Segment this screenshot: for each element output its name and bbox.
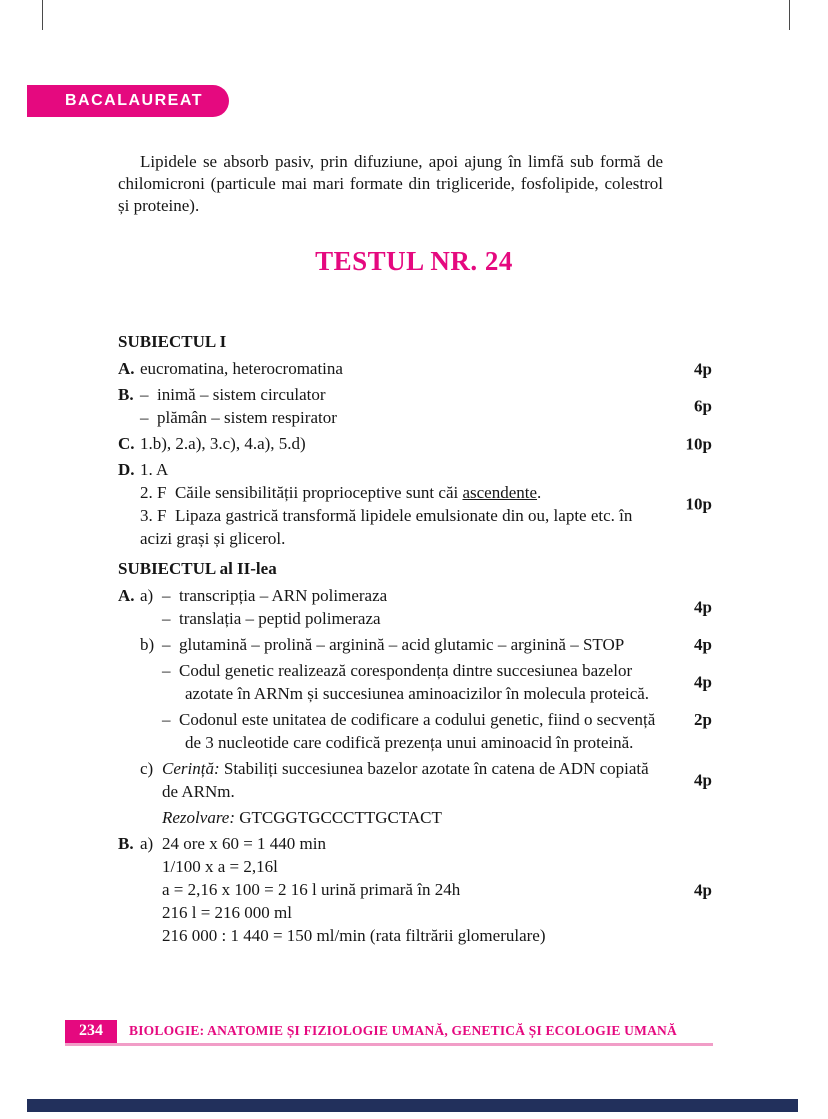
answer-line — [162, 832, 662, 855]
item-sublabel — [140, 708, 162, 754]
footer-title: BIOLOGIE: ANATOMIE ȘI FIZIOLOGIE UMANĂ, GENETICĂ ȘI ECOLOGIE UMANĂ — [129, 1023, 677, 1038]
answer-line — [162, 806, 662, 829]
text-segment: – translația – peptid polimeraza — [162, 609, 381, 628]
bacalaureat-badge: BACALAUREAT — [27, 85, 229, 117]
item-label — [118, 757, 140, 803]
text-segment: 3. F Lipaza gastrică transformă lipidele emulsionate din ou, lapte etc. în acizi grași și glicerol. — [140, 506, 633, 548]
answer-line — [162, 901, 662, 924]
answer-lines — [162, 832, 662, 947]
points-badge: 10p — [685, 434, 712, 453]
item-sublabel: b) — [140, 635, 155, 654]
text-segment: 24 ore x 60 = 1 440 min — [162, 834, 326, 853]
answer-line — [140, 504, 662, 550]
item-label: C. — [118, 434, 135, 453]
text-segment: – transcripția – ARN polimeraza — [162, 586, 388, 605]
text-segment: Stabiliți succesiunea bazelor azotate în catena de ADN copiată de ARNm. — [162, 759, 649, 801]
answer-line — [140, 357, 662, 380]
text-segment: GTCGGTGCCCTTGCTACT — [235, 808, 442, 827]
answer-lines — [140, 357, 662, 380]
points-badge: 4p — [694, 880, 712, 899]
footer — [65, 1020, 713, 1046]
points-badge: 4p — [694, 359, 712, 378]
answer-line — [140, 481, 662, 504]
text-segment: 2. F Căile sensibilității proprioceptive sunt căi — [140, 483, 463, 502]
text-segment: – glutamină – prolină – arginină – acid glutamic – arginină – STOP — [162, 635, 625, 654]
crop-mark-left — [42, 0, 43, 30]
answer-row — [118, 357, 712, 380]
answer-lines — [162, 633, 662, 656]
text-segment: – Codul genetic realizează corespondența dintre succesiunea bazelor azotate în ARNm și succesiunea aminoacizilor în molecula proteică. — [162, 661, 650, 703]
answer-lines — [140, 432, 662, 455]
answer-line — [162, 878, 662, 901]
text-segment: ascendente — [462, 483, 538, 502]
text-segment: – inimă – sistem circulator — [140, 385, 326, 404]
answer-row — [118, 708, 712, 754]
answer-line — [162, 584, 662, 607]
item-label — [118, 806, 140, 829]
text-segment: Cerință: — [162, 759, 220, 778]
answer-row — [118, 584, 712, 630]
answer-line — [162, 607, 662, 630]
answer-line — [140, 458, 662, 481]
item-label: B. — [118, 834, 134, 853]
answer-row — [118, 633, 712, 656]
text-segment: 1.b), 2.a), 3.c), 4.a), 5.d) — [140, 434, 306, 453]
text-segment: a = 2,16 x 100 = 2 16 l urină primară în 24h — [162, 880, 461, 899]
text-segment: eucromatina, heterocromatina — [140, 359, 343, 378]
answer-row — [118, 806, 712, 829]
answer-lines — [162, 659, 662, 705]
points-badge: 2p — [694, 710, 712, 729]
answer-lines — [162, 708, 662, 754]
answer-line — [162, 659, 662, 705]
answer-line — [162, 633, 662, 656]
answer-line — [162, 855, 662, 878]
answer-lines — [162, 584, 662, 630]
section-heading: SUBIECTUL I — [118, 332, 227, 351]
answer-line — [140, 432, 662, 455]
intro-paragraph: Lipidele se absorb pasiv, prin difuziune, apoi ajung în limfă sub formă de chilomicroni (particule mai mari formate din trigliceride, fosfolipide, colestrol și proteine). — [118, 152, 663, 215]
points-badge: 4p — [694, 672, 712, 692]
bottom-bar — [27, 1099, 798, 1112]
answer-lines — [162, 757, 662, 803]
item-label — [118, 708, 140, 754]
page-number: 234 — [65, 1020, 117, 1043]
text-segment: 1. A — [140, 460, 169, 479]
points-badge: 6p — [694, 396, 712, 416]
text-segment: Rezolvare: — [162, 808, 236, 827]
points-badge: 4p — [694, 597, 712, 617]
answer-line — [162, 708, 662, 754]
answer-lines — [140, 458, 662, 550]
item-label: A. — [118, 359, 135, 378]
item-sublabel: a) — [140, 834, 154, 853]
answer-row — [118, 458, 712, 550]
points-badge: 10p — [685, 494, 712, 514]
answer-row — [118, 383, 712, 429]
answer-row — [118, 432, 712, 455]
item-label — [118, 659, 140, 705]
test-title: TESTUL NR. 24 — [315, 246, 513, 276]
answer-row — [118, 832, 712, 947]
text-segment: . — [537, 483, 542, 502]
item-label: B. — [118, 385, 134, 404]
item-label — [118, 633, 140, 656]
answer-line — [140, 383, 662, 406]
points-badge: 4p — [694, 635, 712, 654]
text-segment: – Codonul este unitatea de codificare a codului genetic, fiind o secvență de 3 nucleotide care codifică prezența unui aminoacid în proteină. — [162, 710, 656, 752]
crop-mark-right — [789, 0, 790, 30]
answer-line — [162, 924, 662, 947]
item-sublabel: c) — [140, 759, 154, 778]
item-label: D. — [118, 460, 135, 479]
points-badge: 4p — [694, 770, 712, 790]
item-sublabel — [140, 659, 162, 705]
answer-line — [162, 757, 662, 803]
text-segment: – plămân – sistem respirator — [140, 408, 337, 427]
answer-row — [118, 659, 712, 705]
item-sublabel — [140, 806, 162, 829]
answers-list — [118, 323, 712, 950]
text-segment: 216 l = 216 000 ml — [162, 903, 293, 922]
text-segment: 1/100 x a = 2,16l — [162, 857, 278, 876]
item-label: A. — [118, 586, 135, 605]
item-sublabel: a) — [140, 586, 154, 605]
answer-row — [118, 757, 712, 803]
text-segment: 216 000 : 1 440 = 150 ml/min (rata filtrării glomerulare) — [162, 926, 546, 945]
answer-lines — [140, 383, 662, 429]
answer-lines — [162, 806, 662, 829]
section-heading: SUBIECTUL al II-lea — [118, 559, 277, 578]
answer-line — [140, 406, 662, 429]
